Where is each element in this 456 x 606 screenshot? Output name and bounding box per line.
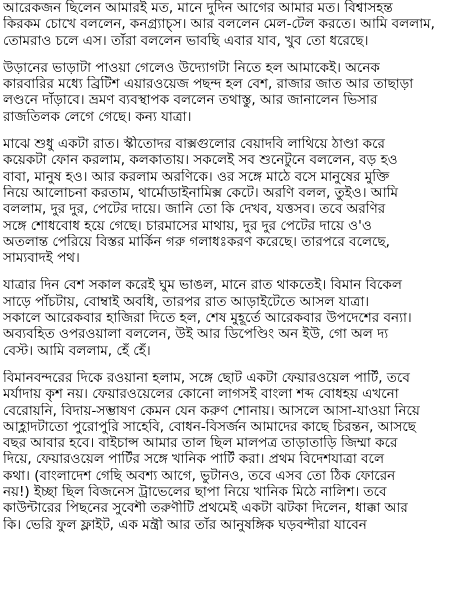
text-line: উড়ানের ভাড়াটা পাওয়া গেলেও উদ্যোগটা নিতে হল আমাকেই। অনেক	[3, 59, 380, 76]
text-line: বছর আবার হবে। বাইচান্স আমার তাল ছিল মালপত্র তাড়াতাড়ি জিম্মা করে	[3, 435, 398, 452]
text-line: বিমানবন্দরের দিকে রওয়ানা হলাম, সঙ্গে ছোট একটা ফেয়ারওয়েল পার্টি, তবে	[3, 369, 410, 386]
text-line: বেস্ট। আমি বললাম, হেঁ হেঁ।	[3, 342, 151, 359]
text-line: আরেকজন ছিলেন আমারই মত, মানে দুদিন আগের আমার মত। বিশ্বাসহন্ত	[3, 0, 393, 16]
paragraph-gap	[3, 266, 453, 277]
text-line: বেরোয়নি, বিদায়-সম্ভাষণ কেমন যেন করুণ শোনায়। আসলে আসা-যাওয়া নিয়ে	[3, 402, 420, 419]
text-line: মর্যাদায় কৃশ নয়। ফেয়ারওয়েলের কোনো লাগসই বাংলা শব্দ বোধহয় এখনো	[3, 386, 399, 403]
text-line: সাম্যবাদই পথ।	[3, 250, 80, 267]
text-line: কয়েকটা ফোন করলাম, কলকাতায়। সকলেই সব শুনেটুনে বললেন, বড় হও	[3, 152, 398, 169]
paragraph-4	[3, 277, 453, 358]
paragraph-gap	[3, 49, 453, 60]
paragraph-1	[3, 0, 453, 49]
text-line: যাত্রার দিন বেশ সকাল করেই ঘুম ভাঙল, মানে রাত থাকতেই। বিমান বিকেল	[3, 277, 402, 294]
text-line: দিয়ে, ফেয়ারওয়েল পার্টির সঙ্গে খানিক পার্টি করা। প্রথম বিদেশযাত্রা বলে	[3, 451, 385, 468]
text-line: কি। ভেরি ফুল ফ্লাইট, এক মন্ত্রী আর তাঁর আনুষঙ্গিক ঘড়বন্দীরা যাবেন	[3, 516, 367, 533]
text-line: কথা। (বাংলাদেশ গেছি অবশ্য আগে, ভুটানও, তবে এসব তো ঠিক ফোরেন	[3, 467, 396, 484]
text-line: লণ্ডনে দাঁড়াবে। ভ্রমণ ব্যবস্থাপক বললেন তথাস্তু, আর জানালেন ভিসার	[3, 92, 378, 109]
paragraph-gap	[3, 359, 453, 370]
text-line: আহ্লাদটাতো পুরোপুরি সাহেবি, বোধন-বিসর্জন আমাদের কাছে চিরন্তন, আসছে	[3, 418, 416, 435]
text-line: রাজতিলক লেগে গেছে। কন্য যাত্রা।	[3, 108, 192, 125]
text-line: বাবা, মানুষ হও। আর করলাম অরণিকে। ওর সঙ্গে মাঠে বসে মানুষের মুক্তি	[3, 168, 390, 185]
text-line: অব্যবহিত ওপরওয়ালা বললেন, উই আর ডিপেণ্ডিং অন ইউ, গো অল দ্য	[3, 326, 389, 343]
text-line: অতলান্ত পেরিয়ে বিস্তর মার্কিন গরু গলাধঃকরণ করেছে। তারপরে বলেছে,	[3, 233, 390, 250]
paragraph-2	[3, 60, 453, 125]
text-line: নিয়ে আলোচনা করতাম, থার্মোডাইনামিক্স কেটে। অরণি বলল, তুইও। আমি	[3, 184, 398, 201]
text-line: সাড়ে পাঁচটায়, বোম্বাই অবধি, তারপর রাত আড়াইটেতে আসল যাত্রা।	[3, 293, 370, 310]
text-line: নয়!) ইচ্ছা ছিল বিজনেস ট্রাভেলের ছাপা নিয়ে খানিক মিঠে নালিশ। তবে	[3, 484, 387, 501]
text-line: মাঝে শুধু একটা রাত। স্কীতোদর বাক্সগুলোর বেয়াদবি লাথিয়ে ঠাণ্ডা করে	[3, 136, 385, 153]
text-line: কারবারির মধ্যে ব্রিটিশ এয়ারওয়েজ পছন্দ হল বেশ, রাজার জাত আর তাছাড়া	[3, 76, 414, 93]
text-line: কিরকম চোখে বললেন, কনগ্র্যাচ্স। আর বললেন মেল-টেল করতে। আমি বললাম,	[3, 16, 435, 33]
paragraph-3	[3, 136, 453, 266]
paragraph-5	[3, 370, 453, 533]
paragraph-gap	[3, 125, 453, 136]
text-line: সঙ্গে শোধবোধ হয়ে গেছে। চারমাসের মাথায়, দুর দুর পেটের দায়ে ও'ও	[3, 217, 372, 234]
text-line: সকালে আরেকবার হাজিরা দিতে হল, শেষ মুহূর্তে আরেকবার উপদেশের বন্যা।	[3, 310, 412, 327]
text-line: কাউন্টারের পিছনের সুবেশী তরুণীটি প্রথমেই একটা ঝটকা দিলেন, ধাক্কা আর	[3, 500, 408, 517]
text-line: বললাম, দুর দুর, পেটের দায়ে। জানি তো কি দেখব, যত্তসব। তবে অরণির	[3, 201, 386, 218]
text-line: তোমরাও চলে এস। তাঁরা বললেন ভাবছি এবার যাব, খুব তো ধরেছে।	[3, 32, 369, 49]
